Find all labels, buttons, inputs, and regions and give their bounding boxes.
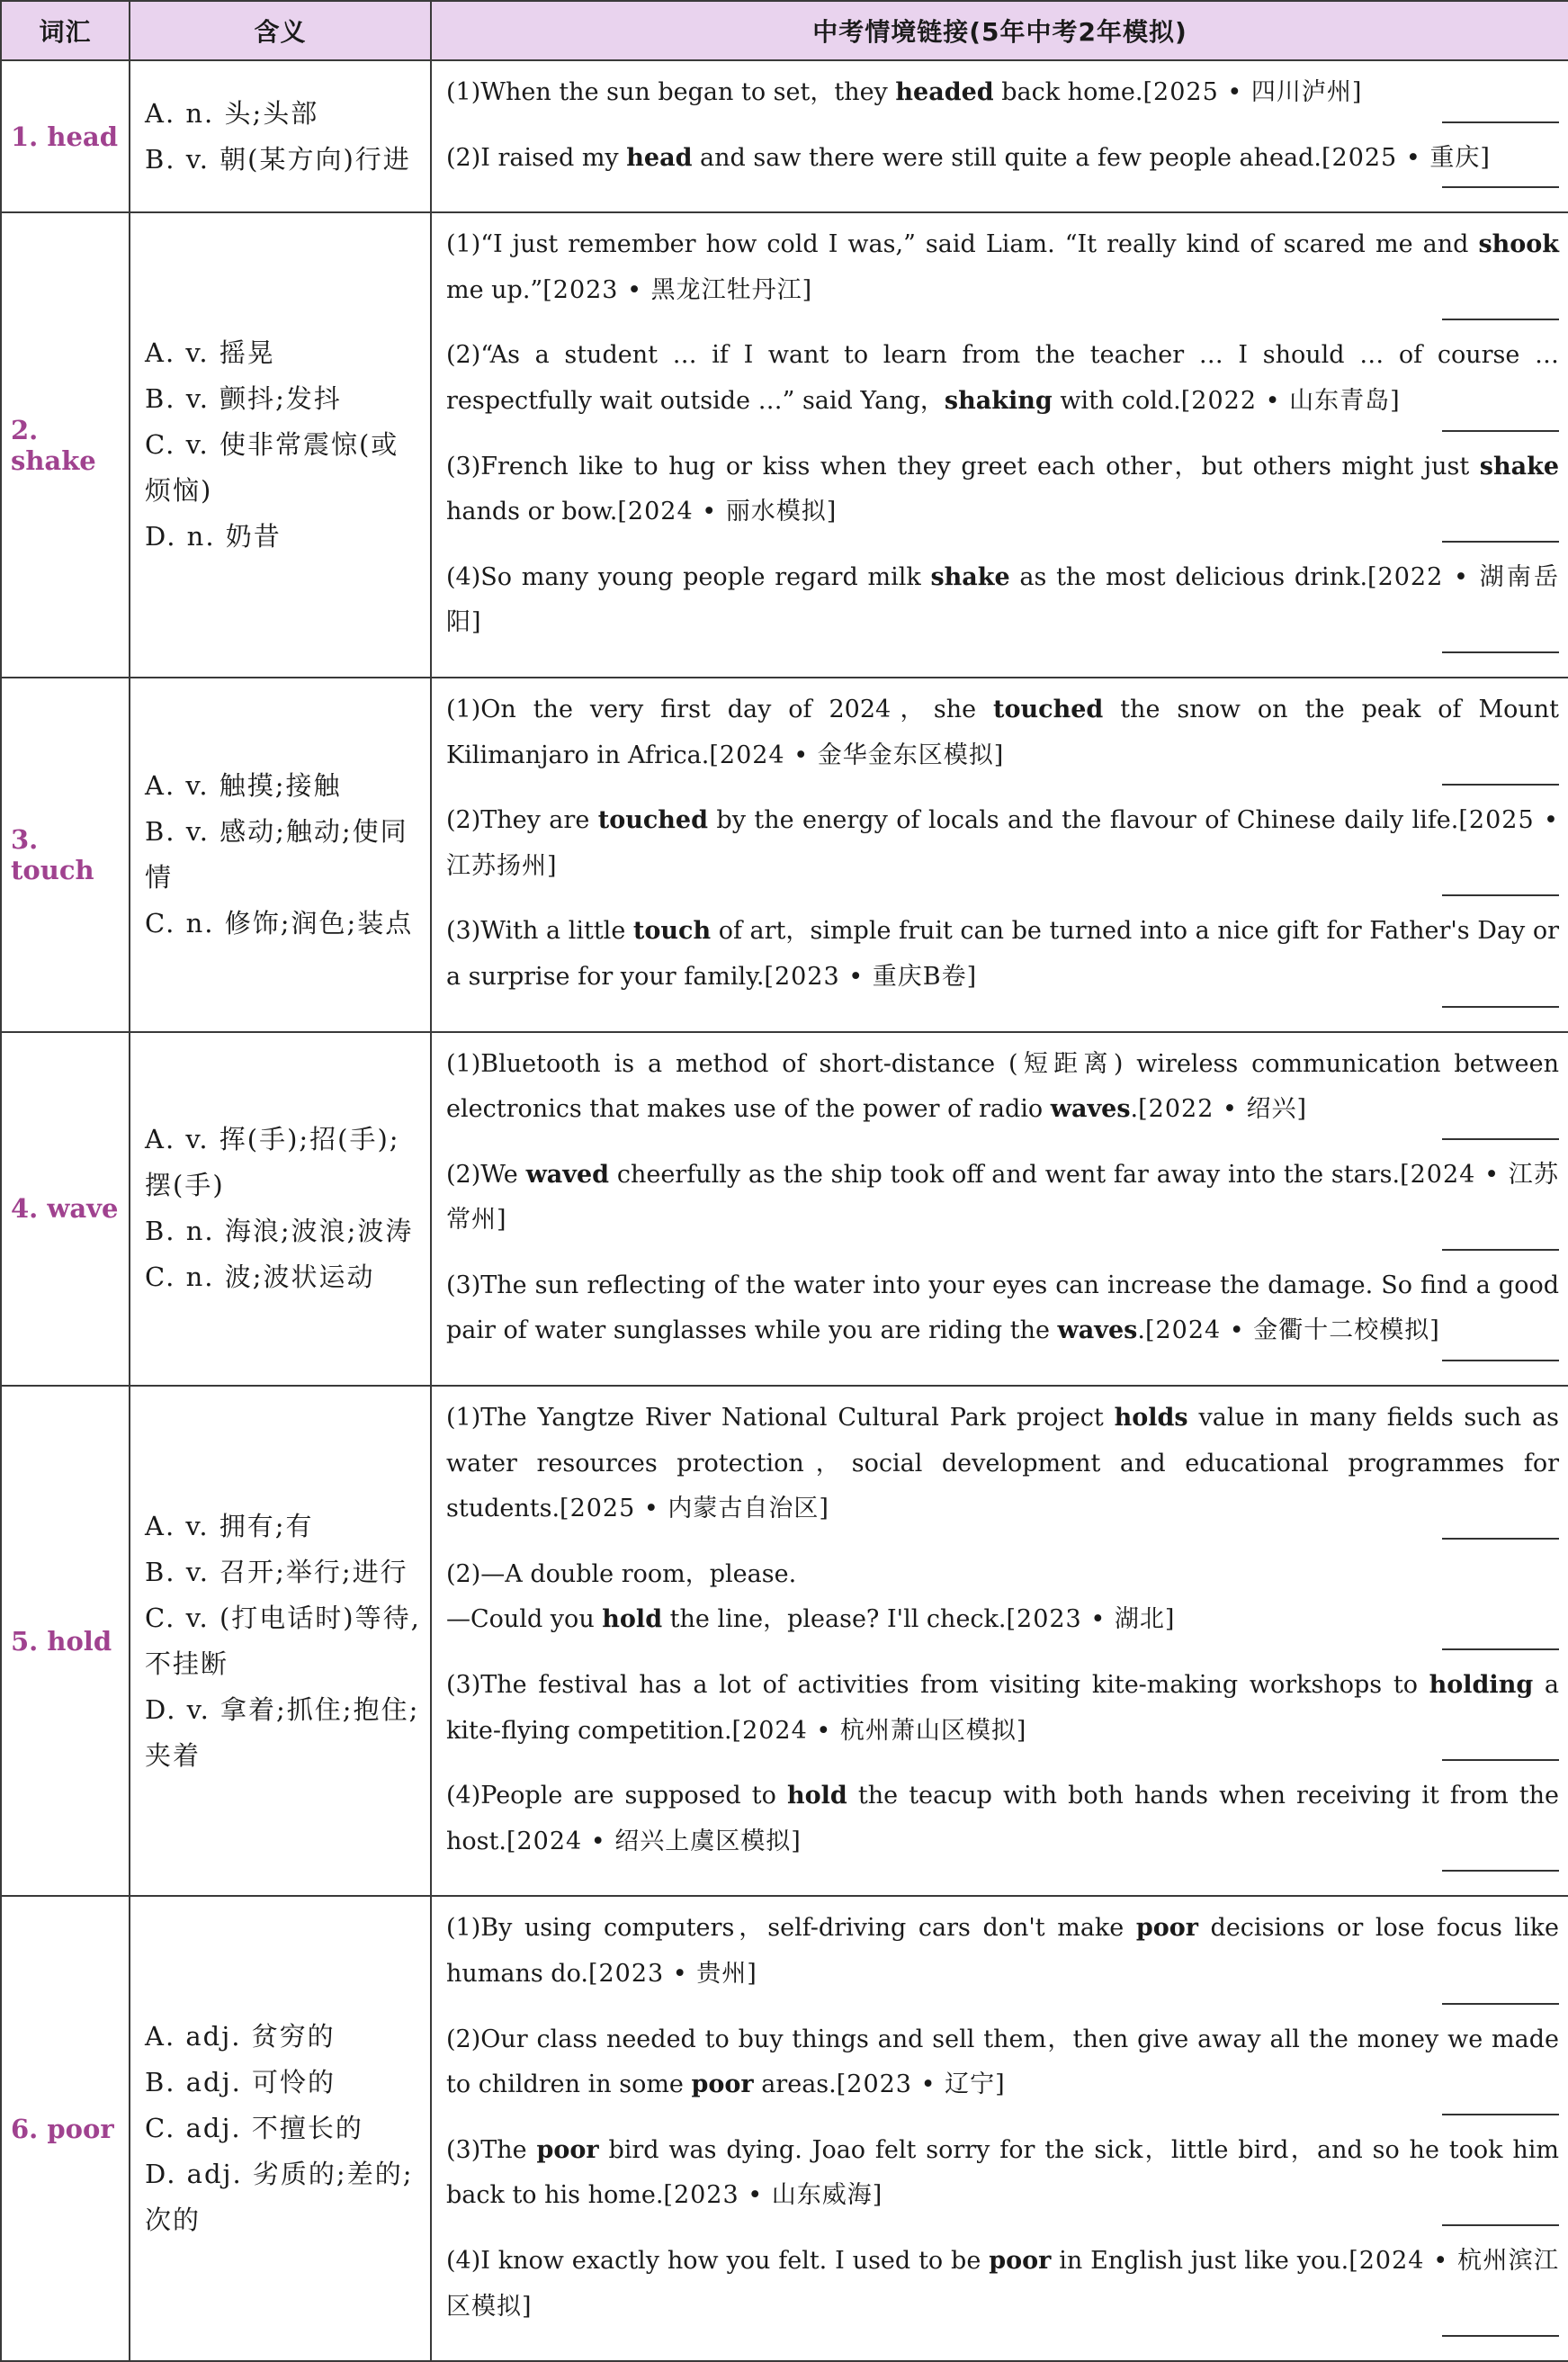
example-text — [446, 798, 1559, 889]
table-row — [1, 1896, 1568, 2361]
meaning-cell — [130, 212, 431, 678]
exam-source: [2023 • 黑龙江牡丹江] — [542, 275, 813, 304]
table-row — [1, 212, 1568, 678]
keyword: shake — [1479, 452, 1559, 480]
example-text — [446, 1774, 1559, 1864]
answer-blank[interactable] — [1442, 651, 1559, 653]
example-text-post: back home. — [993, 78, 1143, 106]
meaning-item: C. n. 波;波状运动 — [145, 1262, 375, 1293]
keyword: touch — [632, 917, 712, 946]
meaning-item: D. v. 拿着;抓住;抱住;夹着 — [145, 1693, 420, 1771]
examples-cell — [431, 1896, 1568, 2361]
example-sentence — [446, 70, 1559, 136]
meaning-cell — [130, 1386, 431, 1896]
example-text — [446, 909, 1559, 1000]
example-sentence — [446, 1396, 1559, 1552]
meaning-cell — [130, 1896, 431, 2361]
answer-blank[interactable] — [1442, 319, 1559, 320]
keyword: headed — [895, 78, 994, 106]
example-text-post: value in many fields such as water resources protection，social development and educational programmes for students. — [446, 1404, 1560, 1523]
keyword: hold — [787, 1782, 847, 1810]
example-text — [446, 687, 1559, 778]
answer-blank[interactable] — [1442, 1360, 1559, 1361]
vocab-word: 5. hold — [1, 1386, 130, 1896]
exam-source: [2022 • 山东青岛] — [1180, 386, 1401, 415]
example-text — [446, 1042, 1559, 1133]
exam-source: [2024 • 金华金东区模拟] — [709, 741, 1005, 769]
header-word: 词汇 — [1, 1, 130, 60]
example-sentence — [446, 2239, 1559, 2349]
example-sentence — [446, 1153, 1559, 1263]
example-sentence — [446, 1552, 1559, 1663]
answer-blank[interactable] — [1442, 784, 1559, 786]
example-sentence — [446, 1663, 1559, 1774]
meaning-item: B. n. 海浪;波浪;波涛 — [145, 1216, 414, 1247]
example-sentence — [446, 333, 1559, 444]
meaning-item: A. v. 挥(手);招(手);摆(手) — [145, 1124, 400, 1201]
vocab-word: 2. shake — [1, 212, 130, 678]
meaning-item: B. v. 朝(某方向)行进 — [145, 143, 411, 175]
table-header-row — [1, 1, 1568, 60]
answer-blank[interactable] — [1442, 1249, 1559, 1251]
keyword: shaking — [944, 386, 1053, 415]
example-text — [446, 445, 1559, 535]
example-text-post: the line，please? I'll check. — [662, 1605, 1007, 1634]
example-text — [446, 1552, 1559, 1643]
example-text — [446, 1396, 1559, 1532]
keyword: head — [626, 143, 693, 172]
example-text-post: cheerfully as the ship took off and went far away into the stars. — [609, 1160, 1401, 1189]
example-text-pre: (1)On the very first day of 2024，she — [446, 695, 994, 723]
example-text — [446, 2017, 1559, 2108]
exam-source: [2022 • 绍兴] — [1138, 1095, 1307, 1124]
example-text — [446, 70, 1559, 116]
example-text-pre: (2)“As a student … if I want to learn from the teacher … I should … of course … respectfully wait outside …” said Yang， — [446, 341, 1559, 415]
example-text-pre: (4)So many young people regard milk — [446, 562, 931, 591]
example-sentence — [446, 1263, 1559, 1374]
meaning-item: B. v. 召开;举行;进行 — [145, 1556, 408, 1587]
example-text-post: with cold. — [1052, 386, 1181, 415]
example-sentence — [446, 222, 1559, 333]
keyword: touched — [993, 695, 1104, 723]
example-text — [446, 555, 1559, 646]
keyword: shake — [930, 562, 1010, 591]
meaning-item: C. n. 修饰;润色;装点 — [145, 907, 414, 939]
example-text — [446, 2128, 1559, 2219]
meaning-cell — [130, 60, 431, 212]
examples-cell — [431, 212, 1568, 678]
example-text-post: me up.” — [446, 275, 543, 304]
example-sentence — [446, 1906, 1559, 2016]
example-sentence — [446, 555, 1559, 666]
example-text-post: and saw there were still quite a few people ahead. — [692, 143, 1322, 172]
example-text-pre: (3)French like to hug or kiss when they greet each other，but others might just — [446, 452, 1480, 480]
meaning-item: D. n. 奶昔 — [145, 521, 282, 552]
meaning-item: B. v. 颤抖;发抖 — [145, 383, 342, 415]
exam-source: [2023 • 重庆B卷] — [764, 962, 978, 991]
meaning-item: A. v. 触摸;接触 — [145, 769, 342, 801]
example-sentence — [446, 136, 1559, 202]
exam-source: [2025 • 重庆] — [1321, 143, 1491, 172]
example-text-post: areas. — [753, 2070, 837, 2099]
example-text — [446, 2239, 1559, 2330]
exam-source: [2023 • 贵州] — [587, 1960, 757, 1988]
example-text-post: by the energy of locals and the flavour of Chinese daily life. — [707, 806, 1459, 835]
answer-blank[interactable] — [1442, 1870, 1559, 1872]
answer-blank[interactable] — [1442, 121, 1559, 123]
example-sentence — [446, 687, 1559, 798]
meaning-cell — [130, 1032, 431, 1387]
meaning-item: A. adj. 贫穷的 — [145, 2021, 336, 2052]
meaning-cell — [130, 678, 431, 1032]
meaning-item: B. adj. 可怜的 — [145, 2067, 336, 2098]
example-text-post: bird was dying. Joao felt sorry for the sick，little bird，and so he took him back to his home. — [446, 2135, 1559, 2210]
examples-cell — [431, 60, 1568, 212]
example-text-pre: (2)I raised my — [446, 143, 627, 172]
header-examples: 中考情境链接(5年中考2年模拟) — [431, 1, 1568, 60]
example-text-pre: (4)People are supposed to — [446, 1782, 787, 1810]
answer-blank[interactable] — [1442, 430, 1559, 432]
table-row — [1, 60, 1568, 212]
exam-source: [2025 • 四川泸州] — [1142, 78, 1363, 106]
keyword: poor — [536, 2135, 599, 2164]
example-text-pre: (1)Bluetooth is a method of short-distance (短距离) wireless communication between electronics that makes use of the power of radio — [446, 1049, 1559, 1124]
answer-blank[interactable] — [1442, 2003, 1559, 2005]
answer-blank[interactable] — [1442, 1759, 1559, 1761]
keyword: waves — [1057, 1316, 1138, 1345]
keyword: waves — [1050, 1095, 1131, 1124]
example-text-pre: (3)The — [446, 2135, 537, 2164]
answer-blank[interactable] — [1442, 1138, 1559, 1140]
example-text-post: as the most delicious drink. — [1009, 562, 1368, 591]
exam-source: [2024 • 丽水模拟] — [617, 498, 838, 526]
exam-source: [2024 • 江苏常州] — [446, 1160, 1560, 1235]
vocab-word: 3. touch — [1, 678, 130, 1032]
example-sentence — [446, 445, 1559, 555]
example-text — [446, 136, 1559, 182]
example-text-pre: (3)The sun reflecting of the water into your eyes can increase the damage. So find a good pair of water sunglasses while you are riding the — [446, 1271, 1559, 1345]
example-text-pre: (1)By using computers，self-driving cars don't make — [446, 1914, 1136, 1943]
example-text-post: of art，simple fruit can be turned into a nice gift for Father's Day or a surprise for your family. — [446, 917, 1559, 991]
answer-blank[interactable] — [1442, 1006, 1559, 1008]
answer-blank[interactable] — [1442, 2114, 1559, 2115]
meaning-item: B. v. 感动;触动;使同情 — [145, 815, 408, 893]
exam-source: [2022 • 湖南岳阳] — [446, 562, 1559, 637]
meaning-item: A. v. 拥有;有 — [145, 1510, 314, 1541]
example-text-pre: (4)I know exactly how you felt. I used to be — [446, 2246, 990, 2275]
keyword: poor — [989, 2246, 1052, 2275]
meaning-item: A. v. 摇晃 — [145, 337, 275, 369]
example-text-pre: (2)They are — [446, 806, 598, 835]
exam-source: [2023 • 山东威海] — [663, 2181, 883, 2210]
answer-blank[interactable] — [1442, 186, 1559, 188]
example-text-pre: (1)The Yangtze River National Cultural Park project — [446, 1404, 1115, 1432]
example-text-post: the snow on the peak of Mount Kilimanjaro in Africa. — [446, 695, 1559, 769]
examples-cell — [431, 1032, 1568, 1387]
example-text-pre: (2)Our class needed to buy things and sell them，then give away all the money we made to children in some — [446, 2025, 1559, 2099]
example-text-post: decisions or lose focus like humans do. — [446, 1914, 1559, 1988]
exam-source: [2024 • 杭州萧山区模拟] — [731, 1716, 1027, 1745]
example-text-pre: (2)—A double room，please. —Could you — [446, 1559, 797, 1634]
example-text-pre: (3)The festival has a lot of activities from visiting kite-making workshops to — [446, 1671, 1429, 1700]
keyword: poor — [691, 2070, 754, 2099]
keyword: waved — [525, 1160, 610, 1189]
meaning-item: C. adj. 不擅长的 — [145, 2113, 363, 2144]
keyword: poor — [1135, 1914, 1198, 1943]
vocab-word: 6. poor — [1, 1896, 130, 2361]
exam-source: [2025 • 内蒙古自治区] — [560, 1495, 829, 1523]
answer-blank[interactable] — [1442, 2224, 1559, 2226]
answer-blank[interactable] — [1442, 541, 1559, 543]
example-sentence — [446, 798, 1559, 909]
meaning-item: C. v. 使非常震惊(或烦恼) — [145, 429, 399, 507]
keyword: touched — [597, 806, 708, 835]
examples-cell — [431, 1386, 1568, 1896]
keyword: shook — [1478, 230, 1559, 259]
meaning-item: A. n. 头;头部 — [145, 97, 319, 129]
example-sentence — [446, 2017, 1559, 2128]
answer-blank[interactable] — [1442, 1538, 1559, 1540]
example-text-post: hands or bow. — [446, 498, 618, 526]
answer-blank[interactable] — [1442, 2335, 1559, 2337]
keyword: holds — [1114, 1404, 1188, 1432]
table-row — [1, 1032, 1568, 1387]
header-meaning: 含义 — [130, 1, 431, 60]
example-sentence — [446, 1774, 1559, 1884]
meaning-item: C. v. (打电话时)等待,不挂断 — [145, 1602, 421, 1679]
answer-blank[interactable] — [1442, 894, 1559, 896]
keyword: holding — [1429, 1671, 1534, 1700]
example-sentence — [446, 1042, 1559, 1153]
example-text-pre: (3)With a little — [446, 917, 633, 946]
example-text-post: . — [1137, 1316, 1145, 1345]
exam-source: [2024 • 杭州滨江区模拟] — [446, 2246, 1559, 2321]
example-sentence — [446, 2128, 1559, 2239]
table-row — [1, 1386, 1568, 1896]
example-text — [446, 222, 1559, 313]
exam-source: [2024 • 绍兴上虞区模拟] — [506, 1827, 802, 1855]
exam-source: [2024 • 金衢十二校模拟] — [1144, 1316, 1440, 1345]
example-text — [446, 1906, 1559, 1997]
example-text-post: in English just like you. — [1051, 2246, 1349, 2275]
meaning-item: D. adj. 劣质的;差的;次的 — [145, 2159, 414, 2236]
example-text-pre: (1)“I just remember how cold I was,” said Liam. “It really kind of scared me and — [446, 230, 1479, 259]
example-text — [446, 1153, 1559, 1244]
exam-source: [2023 • 湖北] — [1006, 1605, 1176, 1634]
vocab-word: 1. head — [1, 60, 130, 212]
example-text-pre: (2)We — [446, 1160, 526, 1189]
examples-cell — [431, 678, 1568, 1032]
table-row — [1, 678, 1568, 1032]
exam-source: [2025 • 江苏扬州] — [446, 806, 1559, 880]
example-text-pre: (1)When the sun began to set，they — [446, 78, 896, 106]
example-text — [446, 333, 1559, 424]
answer-blank[interactable] — [1442, 1648, 1559, 1650]
vocab-word: 4. wave — [1, 1032, 130, 1387]
keyword: hold — [602, 1605, 663, 1634]
example-text-post: the teacup with both hands when receiving it from the host. — [446, 1782, 1559, 1855]
example-text — [446, 1663, 1559, 1754]
example-text-post: . — [1130, 1095, 1139, 1124]
exam-source: [2023 • 辽宁] — [836, 2070, 1006, 2099]
example-text — [446, 1263, 1559, 1354]
example-sentence — [446, 909, 1559, 1019]
example-text-post: a kite-flying competition. — [446, 1671, 1559, 1745]
